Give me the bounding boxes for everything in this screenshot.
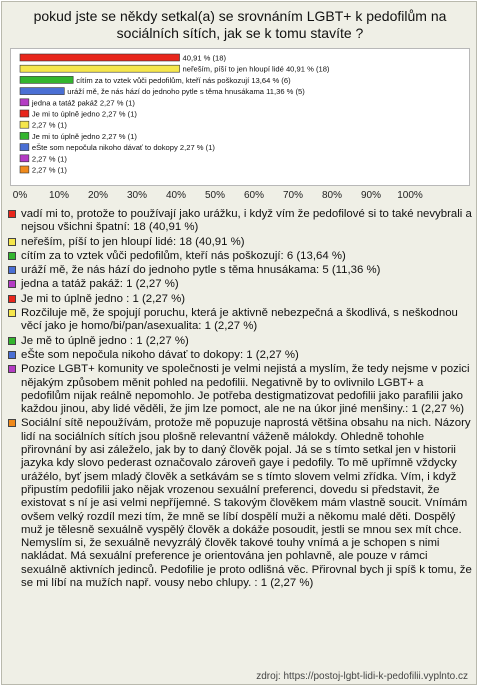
bar-chart	[11, 49, 469, 185]
legend-item	[6, 264, 474, 277]
bar-label-8: Je mi to úplně jedno 2,27 % (1)	[31, 131, 137, 141]
legend	[6, 208, 474, 591]
legend-swatch	[8, 337, 16, 345]
x-tick-label: 30%	[126, 190, 148, 201]
bar-6	[20, 110, 29, 117]
legend-swatch	[8, 238, 16, 246]
bar-label-1: 40,91 % (18)	[182, 53, 227, 63]
legend-text: vadí mi to, protože to používají jako urážku, i když vím že pedofilové si to také nevybrali a nejsou všichni špatní: 18 (40,91 %)	[21, 208, 472, 234]
x-tick-label: 10%	[48, 190, 70, 201]
legend-text: Je mě to úplně jedno : 1 (2,27 %)	[21, 334, 189, 347]
legend-text: uráží mě, že nás hází do jednoho pytle s těma hnusákama: 5 (11,36 %)	[21, 264, 381, 277]
chart-panel	[1, 1, 477, 685]
legend-item	[6, 208, 474, 235]
bar-label-9: eŠte som nepočula nikoho dávať to dokopy 2,27 % (1)	[31, 143, 215, 153]
legend-text: jedna a tatáž pakáž: 1 (2,27 %)	[21, 278, 179, 291]
plot-area	[10, 48, 470, 186]
legend-text: eŠte som nepočula nikoho dávať to dokopy: 1 (2,27 %)	[21, 348, 299, 361]
legend-swatch	[8, 365, 16, 373]
bar-label-2: neřeším, píší to jen hloupí lidé 40,91 % (18)	[182, 64, 330, 74]
x-tick-label: 80%	[321, 190, 343, 201]
x-tick-label: 40%	[165, 190, 187, 201]
legend-swatch	[8, 280, 16, 288]
legend-item	[6, 278, 474, 291]
legend-item	[6, 335, 474, 348]
bar-label-3: cítím za to vztek vůči pedofilům, kteří nás poškozují 13,64 % (6)	[76, 75, 291, 85]
x-tick-label: 100%	[397, 190, 423, 201]
source-footer: zdroj: https://postoj-lgbt-lidi-k-pedofilii.vyplnto.cz	[256, 671, 468, 682]
x-tick-label: 50%	[204, 190, 226, 201]
legend-item	[6, 363, 474, 416]
legend-text: Sociální sítě nepoužívám, protože mě popuzuje naprostá většina obsahu na nich. Názory lidí na sociálních sítích jsou plošně relevantní váženě málokdy. Ohledně tohohle přirovnání by asi záleželo, jak by to daný člověk pojal. Já se s tímto setkal jen v historii jazyka kdy slovo pederast označovalo zároveň gaye i pedofily. To mě upřímně vždycky urážélo, byť jsem mladý člověk a setkávám se s tímto slovem velmi zřídka. Vím, i když připustím pedofilii jako nějak vrozenou sexuální preferenci, dovedu si představit, že existovat s ní je asi velmi nepříjemné. S takovým člověkem mám vlastně soucit. Vnímám ovšem velký rozdíl mezi tím, že mně se líbí dospělí muži a někomu malé děti. Dospělý muž je tělesně sexuálně vyspělý člověk a dokáže posoudit, jestli se mnou sex mít chce. Nemyslím si, že sexuálně nevyzrálý člověk takové touhy vnímá a je schopen s nimi nakládat. Má sexuální preference je orientována jen pohlavně, ale pouze v rámci sexuálně aktivních jedinců. Pedofilie je proto odlišná věc. Přirovnal bych ji spíš k tomu, že se mi líbí na mužích např. vousy nebo chlupy. : 1 (2,27 %)	[21, 417, 472, 590]
legend-item	[6, 307, 474, 334]
legend-text: Rozčiluje mě, že spojují poruchu, která je aktivně nebezpečná a škodlivá, s neškodnou věcí jako je homo/bi/pan/asexualita: 1 (2,27 %)	[21, 307, 458, 333]
bar-11	[20, 166, 29, 173]
bar-label-6: Je mi to úplně jedno 2,27 % (1)	[31, 109, 137, 119]
bar-9	[20, 144, 29, 151]
legend-item	[6, 349, 474, 362]
bar-1	[20, 54, 180, 61]
legend-text: cítím za to vztek vůči pedofilům, kteří nás poškozují: 6 (13,64 %)	[21, 249, 346, 262]
legend-swatch	[8, 351, 16, 359]
bar-10	[20, 155, 29, 162]
legend-item	[6, 236, 474, 249]
legend-text: Pozice LGBT+ komunity ve společnosti je velmi nejistá a myslím, že tedy nejsme v pozici nějakým způsobem měnit pohled na pedofilii. Negativně by to ovlivnilo LGBT+ a pedofilům nijak reálně nepomohlo. Je potřeba destigmatizovat pedofilii jako parafilii jako každou jinou, aby lidé věděli, že jim lze pomoct, ale ne na úkor jiné menšiny.: 1 (2,27 %)	[21, 363, 470, 416]
legend-swatch	[8, 252, 16, 260]
x-tick-label: 70%	[282, 190, 304, 201]
bar-label-11: 2,27 % (1)	[31, 165, 67, 175]
bar-7	[20, 121, 29, 128]
legend-item	[6, 250, 474, 263]
bar-8	[20, 132, 29, 139]
x-tick-label: 0%	[12, 190, 28, 201]
legend-item	[6, 293, 474, 306]
x-tick-label: 60%	[243, 190, 265, 201]
bar-label-10: 2,27 % (1)	[31, 154, 67, 164]
legend-text: neřeším, píší to jen hloupí lidé: 18 (40,91 %)	[21, 235, 245, 248]
legend-swatch	[8, 295, 16, 303]
bar-4	[20, 88, 64, 95]
bar-label-5: jedna a tatáž pakáž 2,27 % (1)	[31, 98, 135, 108]
x-tick-label: 20%	[87, 190, 109, 201]
bar-5	[20, 99, 29, 106]
x-axis	[2, 190, 478, 204]
bar-label-7: 2,27 % (1)	[31, 120, 67, 130]
chart-title: pokud jste se někdy setkal(a) se srovnáním LGBT+ k pedofilům na sociálních sítích, jak se k tomu stavíte ?	[33, 8, 447, 41]
legend-text: Je mi to úplně jedno : 1 (2,27 %)	[21, 292, 185, 305]
bar-label-4: uráží mě, že nás hází do jednoho pytle s těma hnusákama 11,36 % (5)	[67, 87, 305, 97]
x-tick-label: 90%	[360, 190, 382, 201]
legend-swatch	[8, 419, 16, 427]
legend-item	[6, 417, 474, 590]
bar-3	[20, 76, 73, 83]
bar-2	[20, 65, 180, 72]
legend-swatch	[8, 210, 16, 218]
legend-swatch	[8, 309, 16, 317]
legend-swatch	[8, 266, 16, 274]
